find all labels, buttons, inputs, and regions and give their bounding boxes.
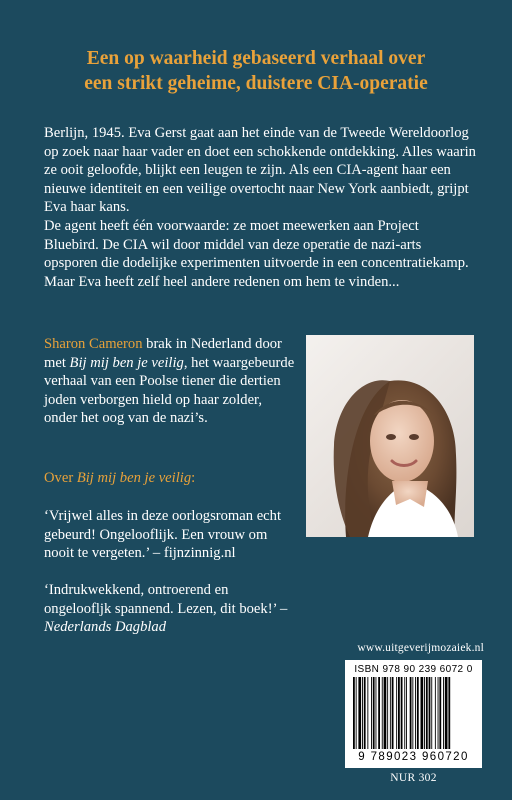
synopsis — [44, 124, 476, 291]
barcode-bar — [438, 677, 439, 749]
barcode-bar — [378, 677, 380, 749]
barcode-bar — [431, 677, 432, 749]
barcode-bar — [401, 677, 403, 749]
barcode-bar — [353, 677, 355, 749]
back-cover-tagline — [30, 46, 482, 96]
barcode-bar — [392, 677, 394, 749]
barcode-bar — [384, 677, 387, 749]
barcode-bar — [448, 677, 450, 749]
barcode-bar — [376, 677, 377, 749]
author-photo — [306, 335, 474, 537]
author-bio — [44, 335, 296, 428]
publisher-website[interactable]: www.uitgeverijmozaiek.nl — [357, 642, 484, 654]
barcode-bar — [415, 677, 416, 749]
nur-code: NUR 302 — [390, 772, 437, 784]
barcode-bar — [367, 677, 368, 749]
quote-1-source: fijnzinnig.nl — [163, 545, 236, 562]
barcode-number: 9 789023 960720 — [358, 751, 469, 763]
barcode-bar — [417, 677, 419, 749]
barcode-bar — [382, 677, 383, 749]
barcode-bar — [373, 677, 375, 749]
barcode-bar — [406, 677, 407, 749]
barcode-bar — [421, 677, 424, 749]
author-portrait-illustration — [306, 335, 474, 537]
tagline-line-1: Een op waarheid gebaseerd verhaal over — [86, 48, 426, 69]
barcode-bar — [356, 677, 357, 749]
about-heading-suffix: : — [191, 470, 196, 486]
about-heading-title: Bij mij ben je veilig — [76, 470, 192, 486]
author-name: Sharon Cameron — [44, 336, 143, 352]
barcode-box — [345, 660, 482, 768]
quote-1-separator: – — [149, 545, 164, 562]
barcode-bar — [439, 677, 441, 749]
tagline-line-2: een strikt geheime, duistere CIA-operatie — [84, 73, 428, 94]
review-quote-1 — [44, 507, 294, 563]
quote-2-text: ‘Indrukwekkend, ontroerend en ongeloofljk spannend. Lezen, dit boek!’ — [44, 582, 277, 617]
quote-2-source: Nederlands Dagblad — [44, 619, 167, 636]
quote-2-separator: – — [276, 600, 288, 617]
barcode-bar — [364, 677, 366, 749]
barcode-bar — [371, 677, 372, 749]
barcode-bar — [429, 677, 431, 749]
author-bio-book-title: Bij mij ben je veilig — [69, 354, 184, 371]
review-quote-2 — [44, 581, 294, 637]
synopsis-paragraph-1: Berlijn, 1945. Eva Gerst gaat aan het einde van de Tweede Wereldoorlog op zoek naar haar vader en doet een schokkende ontdekking. Alles waarin ze ooit geloofde, blijkt een leugen te zijn. Als een CIA-agent haar een nieuwe identiteit en een veilige overtocht naar New York aanbiedt, grijpt Eva haar kans. — [44, 125, 476, 216]
isbn-label: ISBN 978 90 239 6072 0 — [354, 664, 473, 675]
barcode-bar — [412, 677, 413, 749]
quote-1-text: ‘Vrijwel alles in deze oorlogsroman echt gebeurd! Ongelooflijk. Een vrouw om nooit te vergeten.’ — [44, 508, 281, 562]
barcode-bar — [445, 677, 448, 749]
barcode-bar — [398, 677, 400, 749]
about-heading-prefix: Over — [44, 470, 77, 486]
barcode-bars — [353, 677, 475, 749]
synopsis-paragraph-2: De agent heeft één voorwaarde: ze moet meewerken aan Project Bluebird. De CIA wil door middel van deze operatie de nazi-arts opsporen die dodelijke experimenten uitvoerde in een concentratiekamp. Maar Eva heeft zelf heel andere redenen om hem te vinden... — [44, 217, 469, 290]
barcode-bar — [443, 677, 444, 749]
barcode-bar — [387, 677, 388, 749]
author-bio-text-1: brak in Nederland door met — [44, 336, 282, 371]
author-bio-text-2: , het waargebeurde verhaal van een Poolse tiener die dertien joden verborgen hield op haar zolder, onder het oog van de nazi’s. — [44, 354, 295, 427]
barcode-bar — [362, 677, 363, 749]
barcode-bar — [435, 677, 436, 749]
barcode-bar — [358, 677, 361, 749]
barcode-bar — [424, 677, 425, 749]
barcode-bar — [404, 677, 405, 749]
barcode-bar — [410, 677, 412, 749]
barcode-bar — [426, 677, 428, 749]
barcode-bar — [390, 677, 391, 749]
about-book-heading — [44, 469, 304, 488]
barcode-bar — [396, 677, 397, 749]
